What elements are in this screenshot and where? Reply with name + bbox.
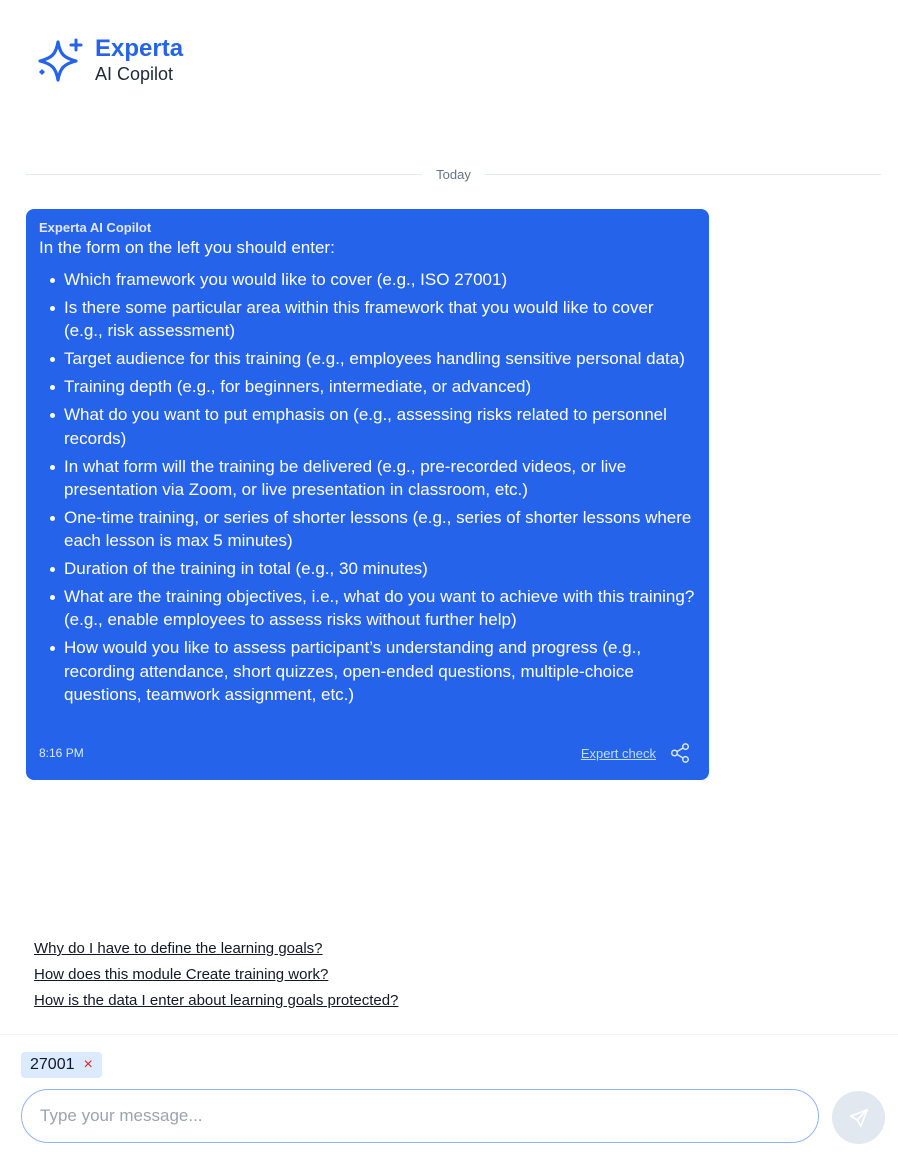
message-list bbox=[39, 268, 696, 706]
message-intro: In the form on the left you should enter: bbox=[39, 238, 335, 257]
suggestion-link[interactable]: How is the data I enter about learning goals protected? bbox=[34, 992, 399, 1009]
list-item: In what form will the training be delivered (e.g., pre-recorded videos, or live presentation via Zoom, or live presentation in classroom, etc.) bbox=[39, 455, 696, 502]
list-item: Duration of the training in total (e.g., 30 minutes) bbox=[39, 557, 696, 580]
suggestion-link[interactable]: Why do I have to define the learning goals? bbox=[34, 940, 323, 957]
brand-title: Experta bbox=[95, 35, 184, 62]
list-item: How would you like to assess participant’s understanding and progress (e.g., recording attendance, short quizzes, open-ended questions, multiple-choice questions, teamwork assignment, etc.) bbox=[39, 636, 696, 706]
list-item: What do you want to put emphasis on (e.g., assessing risks related to personnel records) bbox=[39, 403, 696, 450]
list-item: One-time training, or series of shorter lessons (e.g., series of shorter lessons where each lesson is max 5 minutes) bbox=[39, 506, 696, 553]
divider-line bbox=[26, 174, 422, 175]
list-item: Training depth (e.g., for beginners, intermediate, or advanced) bbox=[39, 375, 696, 398]
composer bbox=[0, 1034, 898, 1152]
message-footer bbox=[39, 742, 691, 764]
list-item: What are the training objectives, i.e., what do you want to achieve with this training? (e.g., enable employees to assess risks without further help) bbox=[39, 585, 696, 632]
brand-subtitle: AI Copilot bbox=[95, 64, 174, 84]
expert-check-link[interactable]: Expert check bbox=[580, 745, 656, 761]
message-time: 8:16 PM bbox=[39, 746, 84, 760]
context-tag bbox=[21, 1052, 102, 1078]
share-icon[interactable] bbox=[669, 742, 691, 764]
list-item: Which framework you would like to cover (e.g., ISO 27001) bbox=[39, 268, 696, 291]
sparkle-icon bbox=[34, 36, 86, 88]
assistant-message bbox=[26, 209, 709, 780]
suggestion-link[interactable]: How does this module Create training work? bbox=[34, 966, 329, 983]
divider-line bbox=[485, 174, 881, 175]
send-icon bbox=[848, 1107, 870, 1129]
tag-remove-icon[interactable]: × bbox=[83, 1056, 93, 1073]
date-divider bbox=[26, 164, 881, 184]
send-button[interactable] bbox=[832, 1091, 885, 1144]
message-input[interactable] bbox=[21, 1089, 819, 1143]
list-item: Target audience for this training (e.g., employees handling sensitive personal data) bbox=[39, 347, 696, 370]
tag-label: 27001 bbox=[30, 1056, 75, 1073]
suggested-questions bbox=[34, 936, 398, 1014]
date-divider-label: Today bbox=[436, 166, 471, 182]
brand-logo bbox=[34, 36, 183, 88]
list-item: Is there some particular area within this framework that you would like to cover (e.g., risk assessment) bbox=[39, 296, 696, 343]
message-actions bbox=[581, 742, 691, 764]
message-sender: Experta AI Copilot bbox=[39, 220, 152, 235]
